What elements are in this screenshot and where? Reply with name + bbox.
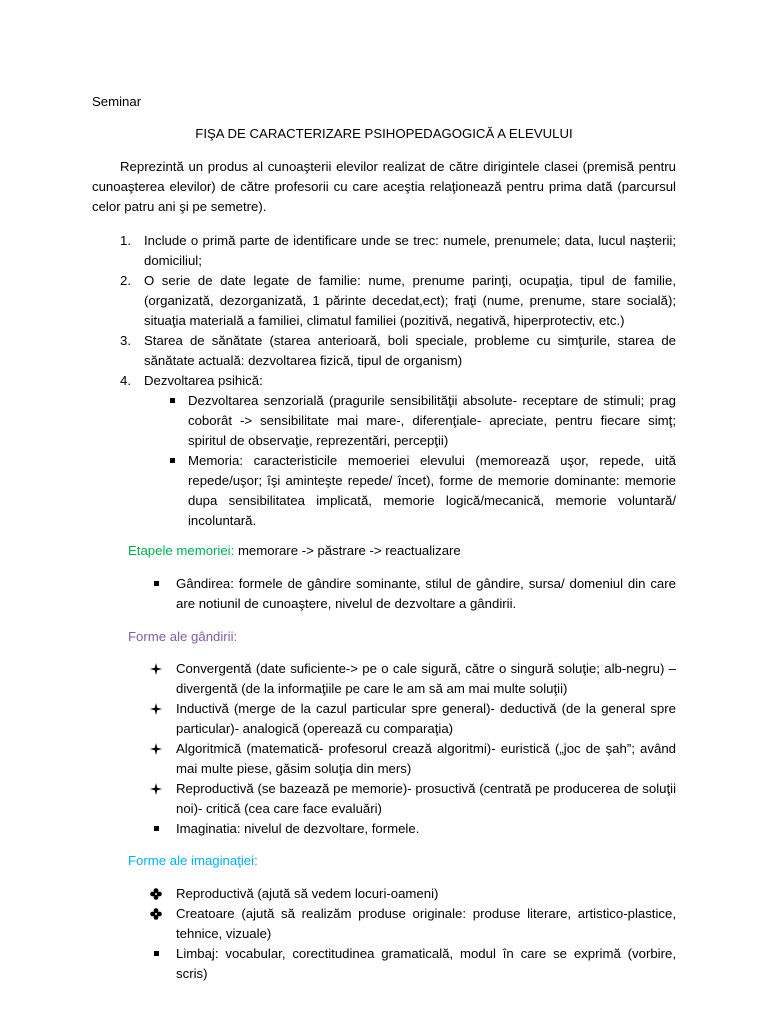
numbered-list — [92, 231, 676, 531]
gandirea-text: Gândirea: formele de gândire sominante, stilul de gândire, sursa/ domeniul din care are notiunil de cunoaştere, nivelul de dezvoltare a gândirii. — [176, 576, 676, 611]
list-number: 2. — [120, 273, 131, 288]
list-item-text: O serie de date legate de familie: nume, prenume parinţi, ocupaţia, tipul de familie, (organizată, dezorganizată, 1 părinte decedat,ect); fraţi (nume, prenume, stare socială); situaţia materială a familiei, climatul familiei (pozitivă, negativă, hiperprotectiv, etc.) — [144, 273, 676, 328]
list-item-text: Reproductivă (se bazează pe memorie)- prosuctivă (centrată pe producerea de soluţii noi)- critică (cea care face evaluări) — [176, 781, 676, 816]
sub-list-item-text: Memoria: caracteristicile memoeriei elevului (memorează uşor, repede, uită repede/uşor; îşi aminteşte repede/ încet), forme de memorie dominante: memorie dupa sensibilitatea implicată, memorie logică/mecanică, memorie voluntară/ incoluntară. — [188, 453, 676, 528]
square-bullet-icon — [170, 398, 175, 403]
sub-list-item — [144, 451, 676, 531]
list-item — [148, 659, 676, 699]
forme-imaginatiei-list — [148, 884, 676, 984]
list-item — [148, 884, 676, 904]
diamond-bullet-icon — [150, 703, 162, 715]
list-item — [148, 574, 676, 614]
flower-bullet-icon — [150, 908, 162, 920]
list-item — [148, 944, 676, 984]
list-item-text: Limbaj: vocabular, corectitudinea gramaticală, modul în care se exprimă (vorbire, scris) — [176, 946, 676, 981]
diamond-bullet-icon — [150, 743, 162, 755]
list-item-text: Algoritmică (matematică- profesorul crează algoritmi)- euristică („joc de şah”; având mai multe piese, găsim soluţia din mers) — [176, 741, 676, 776]
list-item — [148, 819, 676, 839]
etapele-memoriei-line — [128, 541, 461, 561]
etapele-memoriei-label: Etapele memoriei: — [128, 543, 235, 558]
list-item — [148, 904, 676, 944]
square-bullet-icon — [154, 826, 159, 831]
list-item-text: Include o primă parte de identificare unde se trec: numele, prenumele; data, lucul naşterii; domiciliul; — [144, 233, 676, 268]
list-item-text: Inductivă (merge de la cazul particular spre general)- deductivă (de la general spre particular)- analogică (operează cu comparaţia) — [176, 701, 676, 736]
square-bullet-icon — [154, 581, 159, 586]
list-item-text: Starea de sănătate (starea anterioară, boli speciale, probleme cu simţurile, starea de sănătate actuală: dezvoltarea fizică, tipul de organism) — [144, 333, 676, 368]
forme-gandirii-list — [148, 659, 676, 839]
forme-gandirii-label: Forme ale gândirii: — [128, 629, 238, 644]
list-item — [148, 779, 676, 819]
list-item-text: Reproductivă (ajută să vedem locuri-oameni) — [176, 886, 439, 901]
square-bullet-icon — [170, 458, 175, 463]
list-number: 1. — [120, 233, 131, 248]
list-item — [92, 231, 676, 271]
diamond-bullet-icon — [150, 783, 162, 795]
list-item — [148, 699, 676, 739]
list-item-text: Dezvoltarea psihică: — [144, 373, 263, 388]
sub-list-item-text: Dezvoltarea senzorială (pragurile sensibilităţii absolute- receptare de stimuli; prag coborât -> sensibilitate mai mare-, diferenţiale- apreciate, pentru fiecare simţ; spiritul de observaţie, reprezentări, percepţii) — [188, 393, 676, 448]
sub-list-item — [144, 391, 676, 451]
list-item — [148, 739, 676, 779]
list-item-text: Imaginatia: nivelul de dezvoltare, formele. — [176, 821, 420, 836]
document-title: FIŞA DE CARACTERIZARE PSIHOPEDAGOGICĂ A ELEVULUI — [195, 126, 573, 141]
list-item-text: Convergentă (date suficiente-> pe o cale sigură, către o singură soluţie; alb-negru) – divergentă (de la informaţiile pe care le am să am mai multe soluţii) — [176, 661, 676, 696]
forme-imaginatiei-label: Forme ale imaginaţiei: — [128, 853, 258, 868]
etapele-memoriei-text: memorare -> păstrare -> reactualizare — [234, 543, 461, 558]
list-item — [92, 331, 676, 371]
document-header: Seminar — [92, 94, 142, 109]
flower-bullet-icon — [150, 888, 162, 900]
list-number: 4. — [120, 373, 131, 388]
list-item — [92, 371, 676, 531]
list-item — [92, 271, 676, 331]
intro-paragraph: Reprezintă un produs al cunoaşterii elevilor realizat de către dirigintele clasei (premisă pentru cunoaşterea elevilor) de către profesorii cu care aceştia relaţionează pentru prima dată (parcursul celor patru ani şi pe semetre). — [92, 159, 676, 214]
square-bullet-icon — [154, 951, 159, 956]
list-number: 3. — [120, 333, 131, 348]
diamond-bullet-icon — [150, 663, 162, 675]
gandirea-list — [148, 574, 676, 614]
sub-list — [144, 391, 676, 531]
list-item-text: Creatoare (ajută să realizăm produse originale: produse literare, artistico-plastice, tehnice, vizuale) — [176, 906, 676, 941]
